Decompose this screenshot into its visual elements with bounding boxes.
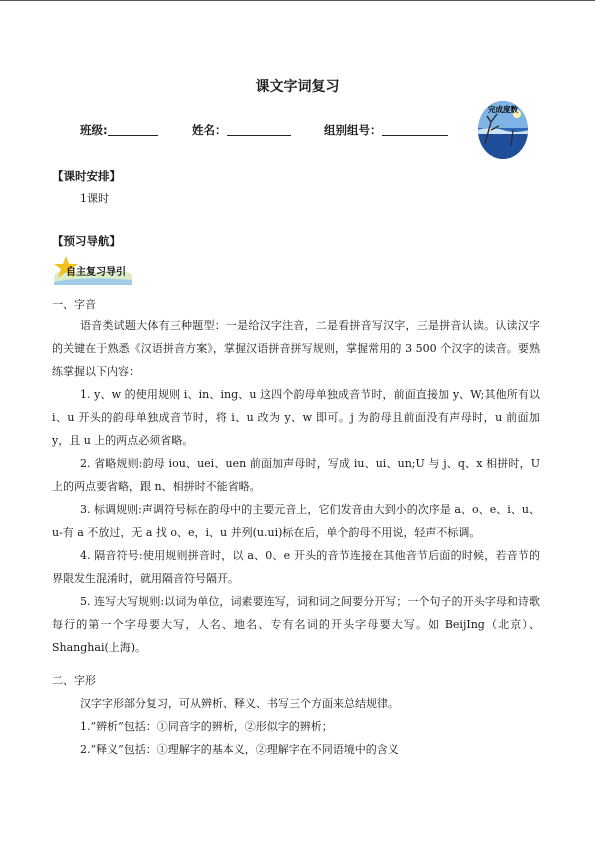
section2-item-2: 2.“释义”包括：①理解字的基本义，②理解字在不同语境中的含义 — [80, 743, 399, 756]
top-border-line — [0, 0, 595, 1]
preview-heading: 【预习导航】 — [52, 234, 121, 248]
group-blank[interactable] — [382, 123, 448, 136]
page-title: 课文字词复习 — [255, 79, 340, 95]
section2-intro: 汉字字形部分复习，可从辨析、释义、书写三个方面来总结规律。 — [80, 697, 399, 710]
review-banner — [52, 254, 134, 288]
name-label: 姓名： — [192, 123, 227, 137]
rule-5: 5. 连写大写规则:以词为单位，词素要连写，词和词之间要分开写；一个句子的开头字母和诗歌每行的第一个字母要大写，人名、地名、专有名词的开头字母要大写。如 BeijIng（北京）、Shanghai(上海)。 — [52, 595, 540, 654]
rule-1: 1. y、w 的使用规则 i、in、ing、u 这四个韵母单独成音节时，前面直接加 y、W;其他所有以 i、u 开头的韵母单独成音节时，将 i、u 改为 y、w 即可。j 为韵母且前面没有声母时，u 前面加 y，且 u 上的两点必须省略。 — [52, 388, 540, 447]
group-field — [324, 122, 448, 138]
name-blank[interactable] — [227, 123, 291, 136]
rule-2: 2. 省略规则:韵母 iou、uei、uen 前面加声母时，写成 iu、ui、un;U 与 j、q、x 相拼时，U 上的两点要省略，跟 n、相拼时不能省略。 — [52, 457, 540, 493]
schedule-value: 1课时 — [80, 192, 109, 205]
section1-intro: 语音类试题大体有三种题型：一是给汉字注音，二是看拼音写汉字，三是拼音认读。认读汉字的关键在于熟悉《汉语拼音方案》，掌握汉语拼音拼写规则，掌握常用的 3 500 个汉字的读音。要熟练掌握以下内容： — [52, 319, 540, 378]
section1-heading: 一、字音 — [52, 298, 96, 311]
completion-badge-icon — [477, 100, 529, 160]
section2-item-1: 1.“辨析”包括：①同音字的辨析，②形似字的辨析； — [80, 720, 333, 733]
class-blank[interactable] — [108, 123, 158, 136]
section1-body — [52, 314, 540, 659]
name-field — [192, 122, 291, 138]
schedule-heading: 【课时安排】 — [52, 169, 121, 183]
banner-label: 自主复习导引 — [66, 267, 126, 278]
rule-3: 3. 标调规则:声调符号标在韵母中的主要元音上，它们发音由大到小的次序是 a、o、e、i、u、u-有 a 不放过，无 a 找 o、e，i、u 并列(u.ui)标在后，单个韵母不用说，轻声不标调。 — [52, 503, 540, 539]
class-label: 班级: — [80, 123, 108, 137]
badge-text: 完成度数 — [488, 105, 518, 114]
rule-4: 4. 隔音符号:使用规则拼音时，以 a、0、e 开头的音节连接在其他音节后面的时候，若音节的界限发生混淆时，就用隔音符号隔开。 — [52, 549, 540, 585]
group-label: 组别组号： — [324, 123, 382, 137]
class-field — [80, 122, 158, 138]
section2-heading: 二、字形 — [52, 674, 96, 687]
